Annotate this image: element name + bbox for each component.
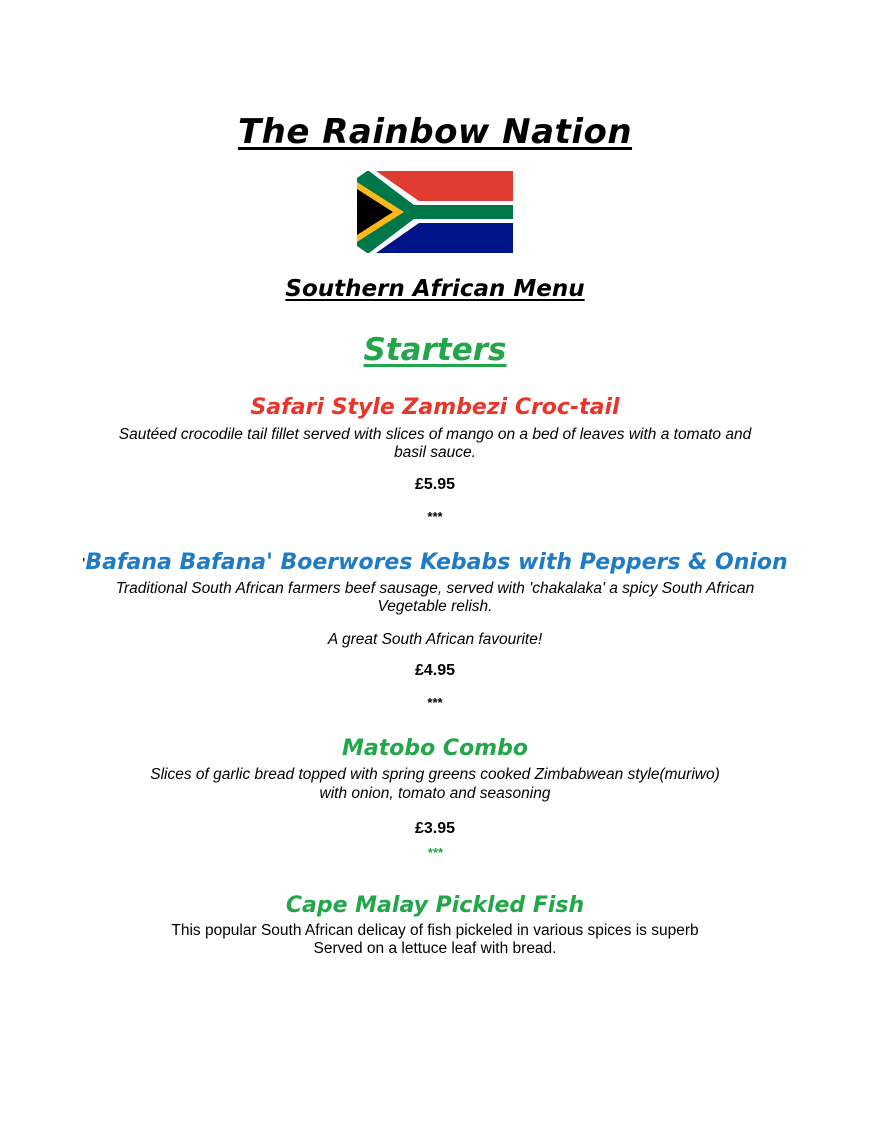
- south-africa-flag-icon: [357, 171, 513, 253]
- menu-item-description: Vegetable relish.: [377, 598, 493, 615]
- menu-item-price: £4.95: [414, 662, 456, 679]
- menu-item-name-text: Bafana Bafana' Boerwores Kebabs with Peppers & Onion: [85, 550, 788, 575]
- item-separator: ***: [427, 509, 443, 524]
- menu-item-description: Slices of garlic bread topped with spring greens cooked Zimbabwean style(muriwo): [150, 766, 720, 783]
- menu-item-price: £5.95: [414, 476, 456, 493]
- item-separator: ***: [427, 845, 443, 860]
- menu-item-name: [0, 550, 870, 575]
- menu-item-name: Matobo Combo: [342, 736, 528, 761]
- menu-item-price: £3.95: [414, 820, 456, 837]
- item-separator: ***: [427, 695, 443, 710]
- page-title: The Rainbow Nation: [237, 112, 633, 152]
- section-heading-starters: Starters: [363, 332, 507, 368]
- menu-item-name: Safari Style Zambezi Croc-tail: [250, 395, 620, 420]
- menu-item-description: Sautéed crocodile tail fillet served with slices of mango on a bed of leaves with a tomato and: [118, 426, 752, 443]
- menu-item-description: basil sauce.: [394, 444, 476, 461]
- menu-item-description: with onion, tomato and seasoning: [319, 785, 551, 802]
- menu-item-description: This popular South African delicay of fish pickeled in various spices is superb: [171, 922, 699, 939]
- menu-item-note: A great South African favourite!: [327, 631, 543, 648]
- menu-item-name: Cape Malay Pickled Fish: [285, 893, 585, 918]
- menu-subtitle: Southern African Menu: [285, 276, 585, 302]
- menu-item-description: Traditional South African farmers beef sausage, served with 'chakalaka' a spicy South African: [115, 580, 755, 597]
- menu-item-description: Served on a lettuce leaf with bread.: [313, 940, 557, 957]
- menu-item-name-lead: ': [82, 556, 86, 573]
